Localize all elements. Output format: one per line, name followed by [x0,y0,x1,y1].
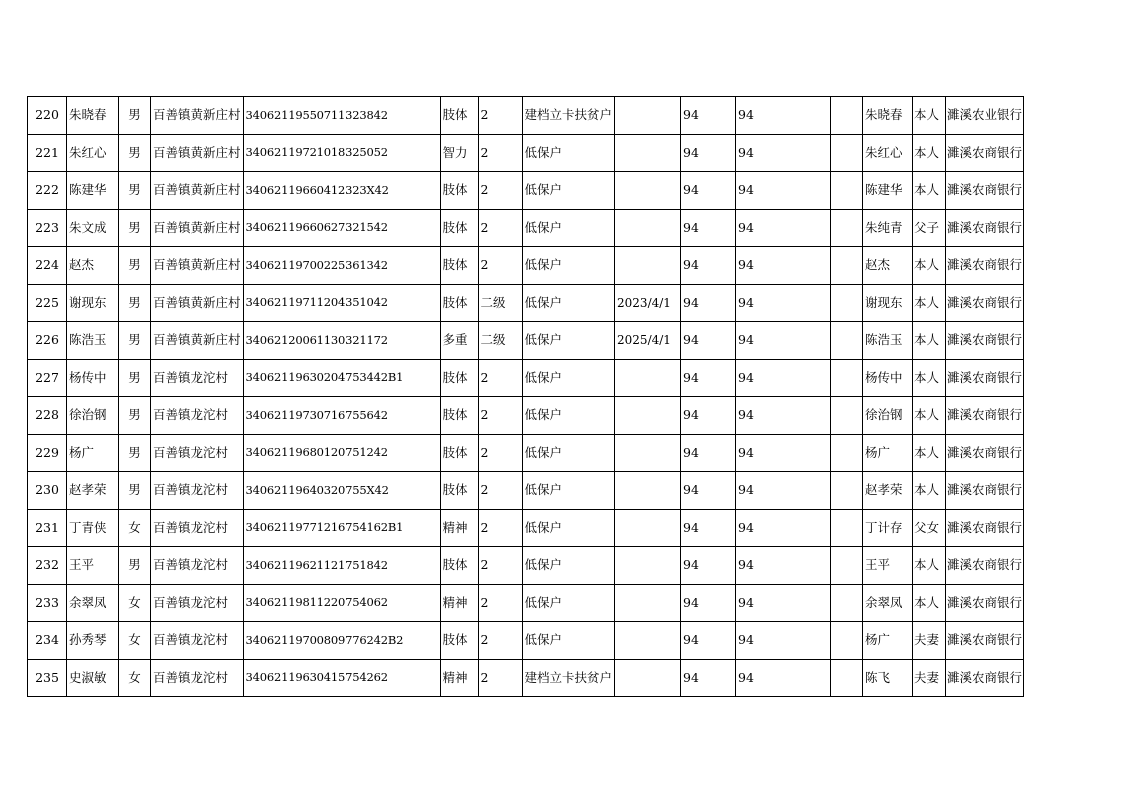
bank-cell: 濉溪农商银行 [946,622,1024,660]
amount-cell: 94 [681,247,736,285]
disability-level-cell: 二级 [478,322,522,360]
disability-level-cell: 2 [478,472,522,510]
gender-cell: 女 [119,584,151,622]
disability-type-cell: 肢体 [440,247,478,285]
table-row [28,209,1024,247]
relationship-cell: 夫妻 [913,622,946,660]
household-category-cell: 低保户 [522,209,615,247]
table-row [28,509,1024,547]
gender-cell: 男 [119,322,151,360]
bank-cell: 濉溪农商银行 [946,284,1024,322]
row-number-cell: 222 [28,172,67,210]
disability-type-cell: 肢体 [440,97,478,135]
bank-cell: 濉溪农商银行 [946,472,1024,510]
bank-cell: 濉溪农商银行 [946,322,1024,360]
bank-cell: 濉溪农商银行 [946,659,1024,697]
household-category-cell: 低保户 [522,472,615,510]
payee-name-cell: 杨传中 [863,359,913,397]
village-cell: 百善镇龙沱村 [151,359,244,397]
amount-cell: 94 [681,134,736,172]
disability-type-cell: 肢体 [440,172,478,210]
relationship-cell: 本人 [913,547,946,585]
bank-cell: 濉溪农商银行 [946,172,1024,210]
bank-cell: 濉溪农商银行 [946,247,1024,285]
blank-cell [831,284,863,322]
table-row [28,622,1024,660]
disability-type-cell: 精神 [440,584,478,622]
village-cell: 百善镇龙沱村 [151,397,244,435]
disability-level-cell: 2 [478,584,522,622]
amount-cell: 94 [736,97,831,135]
relationship-cell: 本人 [913,584,946,622]
amount-cell: 94 [681,584,736,622]
relationship-cell: 本人 [913,134,946,172]
gender-cell: 男 [119,247,151,285]
name-cell: 陈浩玉 [67,322,119,360]
gender-cell: 男 [119,547,151,585]
name-cell: 丁青侠 [67,509,119,547]
row-number-cell: 226 [28,322,67,360]
disability-level-cell: 2 [478,172,522,210]
row-number-cell: 228 [28,397,67,435]
amount-cell: 94 [736,584,831,622]
name-cell: 史淑敏 [67,659,119,697]
household-category-cell: 低保户 [522,322,615,360]
gender-cell: 男 [119,359,151,397]
amount-cell: 94 [736,397,831,435]
gender-cell: 男 [119,209,151,247]
amount-cell: 94 [681,172,736,210]
blank-cell [831,322,863,360]
id-number-cell: 34062119700809776242B2 [243,622,440,660]
name-cell: 孙秀琴 [67,622,119,660]
date-cell [615,134,681,172]
bank-cell: 濉溪农商银行 [946,209,1024,247]
name-cell: 朱红心 [67,134,119,172]
amount-cell: 94 [736,659,831,697]
gender-cell: 女 [119,659,151,697]
bank-cell: 濉溪农商银行 [946,509,1024,547]
amount-cell: 94 [681,547,736,585]
amount-cell: 94 [681,397,736,435]
row-number-cell: 230 [28,472,67,510]
bank-cell: 濉溪农商银行 [946,547,1024,585]
disability-subsidy-table [27,96,1024,697]
gender-cell: 女 [119,509,151,547]
table-body [28,97,1024,697]
amount-cell: 94 [681,359,736,397]
blank-cell [831,659,863,697]
id-number-cell: 34062120061130321172 [243,322,440,360]
id-number-cell: 34062119700225361342 [243,247,440,285]
amount-cell: 94 [681,622,736,660]
amount-cell: 94 [736,434,831,472]
disability-type-cell: 肢体 [440,622,478,660]
gender-cell: 男 [119,284,151,322]
relationship-cell: 本人 [913,359,946,397]
amount-cell: 94 [736,247,831,285]
payee-name-cell: 谢现东 [863,284,913,322]
village-cell: 百善镇黄新庄村 [151,247,244,285]
date-cell [615,472,681,510]
gender-cell: 男 [119,134,151,172]
gender-cell: 男 [119,172,151,210]
household-category-cell: 低保户 [522,397,615,435]
amount-cell: 94 [681,509,736,547]
date-cell: 2025/4/1 [615,322,681,360]
id-number-cell: 34062119660412323X42 [243,172,440,210]
amount-cell: 94 [736,547,831,585]
date-cell [615,584,681,622]
payee-name-cell: 朱红心 [863,134,913,172]
disability-level-cell: 2 [478,397,522,435]
date-cell [615,659,681,697]
blank-cell [831,97,863,135]
payee-name-cell: 赵杰 [863,247,913,285]
payee-name-cell: 赵孝荣 [863,472,913,510]
name-cell: 杨广 [67,434,119,472]
blank-cell [831,134,863,172]
date-cell: 2023/4/1 [615,284,681,322]
payee-name-cell: 杨广 [863,434,913,472]
amount-cell: 94 [736,322,831,360]
disability-level-cell: 2 [478,547,522,585]
row-number-cell: 220 [28,97,67,135]
blank-cell [831,547,863,585]
date-cell [615,547,681,585]
row-number-cell: 224 [28,247,67,285]
row-number-cell: 231 [28,509,67,547]
payee-name-cell: 王平 [863,547,913,585]
name-cell: 赵杰 [67,247,119,285]
name-cell: 朱晓春 [67,97,119,135]
blank-cell [831,172,863,210]
bank-cell: 濉溪农商银行 [946,359,1024,397]
disability-type-cell: 肢体 [440,209,478,247]
village-cell: 百善镇黄新庄村 [151,284,244,322]
id-number-cell: 34062119660627321542 [243,209,440,247]
disability-type-cell: 精神 [440,509,478,547]
blank-cell [831,209,863,247]
disability-level-cell: 2 [478,247,522,285]
disability-type-cell: 肢体 [440,397,478,435]
table-row [28,397,1024,435]
row-number-cell: 225 [28,284,67,322]
household-category-cell: 低保户 [522,134,615,172]
household-category-cell: 低保户 [522,172,615,210]
disability-type-cell: 肢体 [440,472,478,510]
amount-cell: 94 [681,472,736,510]
row-number-cell: 232 [28,547,67,585]
disability-type-cell: 肢体 [440,284,478,322]
table-row [28,547,1024,585]
disability-type-cell: 肢体 [440,434,478,472]
household-category-cell: 低保户 [522,622,615,660]
relationship-cell: 本人 [913,97,946,135]
household-category-cell: 低保户 [522,247,615,285]
table-row [28,97,1024,135]
relationship-cell: 本人 [913,172,946,210]
id-number-cell: 34062119621121751842 [243,547,440,585]
amount-cell: 94 [681,97,736,135]
relationship-cell: 本人 [913,247,946,285]
household-category-cell: 低保户 [522,547,615,585]
disability-type-cell: 智力 [440,134,478,172]
payee-name-cell: 朱晓春 [863,97,913,135]
amount-cell: 94 [736,284,831,322]
disability-level-cell: 2 [478,134,522,172]
household-category-cell: 低保户 [522,284,615,322]
row-number-cell: 233 [28,584,67,622]
bank-cell: 濉溪农商银行 [946,584,1024,622]
amount-cell: 94 [736,509,831,547]
household-category-cell: 低保户 [522,509,615,547]
disability-type-cell: 肢体 [440,547,478,585]
payee-name-cell: 丁计存 [863,509,913,547]
gender-cell: 男 [119,97,151,135]
amount-cell: 94 [681,209,736,247]
table-row [28,322,1024,360]
household-category-cell: 低保户 [522,584,615,622]
relationship-cell: 本人 [913,284,946,322]
date-cell [615,509,681,547]
relationship-cell: 本人 [913,472,946,510]
bank-cell: 濉溪农商银行 [946,434,1024,472]
name-cell: 余翠凤 [67,584,119,622]
row-number-cell: 227 [28,359,67,397]
amount-cell: 94 [681,284,736,322]
date-cell [615,434,681,472]
row-number-cell: 229 [28,434,67,472]
disability-level-cell: 2 [478,97,522,135]
name-cell: 徐治钢 [67,397,119,435]
disability-level-cell: 2 [478,509,522,547]
village-cell: 百善镇龙沱村 [151,547,244,585]
household-category-cell: 低保户 [522,434,615,472]
household-category-cell: 低保户 [522,359,615,397]
relationship-cell: 本人 [913,322,946,360]
household-category-cell: 建档立卡扶贫户 [522,97,615,135]
village-cell: 百善镇龙沱村 [151,584,244,622]
name-cell: 陈建华 [67,172,119,210]
blank-cell [831,509,863,547]
table-row [28,359,1024,397]
table-row [28,659,1024,697]
table-row [28,284,1024,322]
id-number-cell: 34062119550711323842 [243,97,440,135]
disability-level-cell: 2 [478,659,522,697]
amount-cell: 94 [681,322,736,360]
disability-level-cell: 2 [478,434,522,472]
relationship-cell: 父女 [913,509,946,547]
id-number-cell: 34062119640320755X42 [243,472,440,510]
blank-cell [831,247,863,285]
village-cell: 百善镇黄新庄村 [151,134,244,172]
date-cell [615,397,681,435]
amount-cell: 94 [736,172,831,210]
village-cell: 百善镇黄新庄村 [151,322,244,360]
date-cell [615,97,681,135]
disability-level-cell: 2 [478,209,522,247]
table-row [28,172,1024,210]
gender-cell: 女 [119,622,151,660]
payee-name-cell: 陈建华 [863,172,913,210]
blank-cell [831,584,863,622]
table-row [28,434,1024,472]
id-number-cell: 34062119711204351042 [243,284,440,322]
amount-cell: 94 [736,359,831,397]
bank-cell: 濉溪农商银行 [946,397,1024,435]
gender-cell: 男 [119,472,151,510]
date-cell [615,209,681,247]
relationship-cell: 父子 [913,209,946,247]
disability-level-cell: 2 [478,359,522,397]
amount-cell: 94 [736,134,831,172]
id-number-cell: 34062119680120751242 [243,434,440,472]
payee-name-cell: 杨广 [863,622,913,660]
payee-name-cell: 朱纯青 [863,209,913,247]
disability-level-cell: 二级 [478,284,522,322]
blank-cell [831,359,863,397]
relationship-cell: 本人 [913,397,946,435]
amount-cell: 94 [736,472,831,510]
village-cell: 百善镇龙沱村 [151,509,244,547]
id-number-cell: 34062119811220754062 [243,584,440,622]
village-cell: 百善镇龙沱村 [151,659,244,697]
table-row [28,134,1024,172]
village-cell: 百善镇龙沱村 [151,434,244,472]
payee-name-cell: 陈浩玉 [863,322,913,360]
name-cell: 王平 [67,547,119,585]
table-row [28,472,1024,510]
id-number-cell: 34062119730716755642 [243,397,440,435]
date-cell [615,172,681,210]
row-number-cell: 235 [28,659,67,697]
disability-type-cell: 多重 [440,322,478,360]
amount-cell: 94 [681,434,736,472]
id-number-cell: 34062119771216754162B1 [243,509,440,547]
id-number-cell: 34062119630204753442B1 [243,359,440,397]
payee-name-cell: 陈飞 [863,659,913,697]
relationship-cell: 本人 [913,434,946,472]
row-number-cell: 223 [28,209,67,247]
name-cell: 谢现东 [67,284,119,322]
disability-type-cell: 肢体 [440,359,478,397]
village-cell: 百善镇龙沱村 [151,472,244,510]
gender-cell: 男 [119,434,151,472]
amount-cell: 94 [736,622,831,660]
gender-cell: 男 [119,397,151,435]
date-cell [615,359,681,397]
disability-type-cell: 精神 [440,659,478,697]
blank-cell [831,434,863,472]
household-category-cell: 建档立卡扶贫户 [522,659,615,697]
date-cell [615,247,681,285]
row-number-cell: 234 [28,622,67,660]
village-cell: 百善镇黄新庄村 [151,209,244,247]
date-cell [615,622,681,660]
blank-cell [831,622,863,660]
amount-cell: 94 [736,209,831,247]
id-number-cell: 34062119630415754262 [243,659,440,697]
row-number-cell: 221 [28,134,67,172]
bank-cell: 濉溪农商银行 [946,134,1024,172]
village-cell: 百善镇龙沱村 [151,622,244,660]
table-row [28,247,1024,285]
table-row [28,584,1024,622]
village-cell: 百善镇黄新庄村 [151,97,244,135]
id-number-cell: 34062119721018325052 [243,134,440,172]
village-cell: 百善镇黄新庄村 [151,172,244,210]
bank-cell: 濉溪农业银行 [946,97,1024,135]
disability-level-cell: 2 [478,622,522,660]
blank-cell [831,397,863,435]
name-cell: 杨传中 [67,359,119,397]
payee-name-cell: 余翠凤 [863,584,913,622]
name-cell: 赵孝荣 [67,472,119,510]
relationship-cell: 夫妻 [913,659,946,697]
name-cell: 朱文成 [67,209,119,247]
amount-cell: 94 [681,659,736,697]
blank-cell [831,472,863,510]
payee-name-cell: 徐治钢 [863,397,913,435]
